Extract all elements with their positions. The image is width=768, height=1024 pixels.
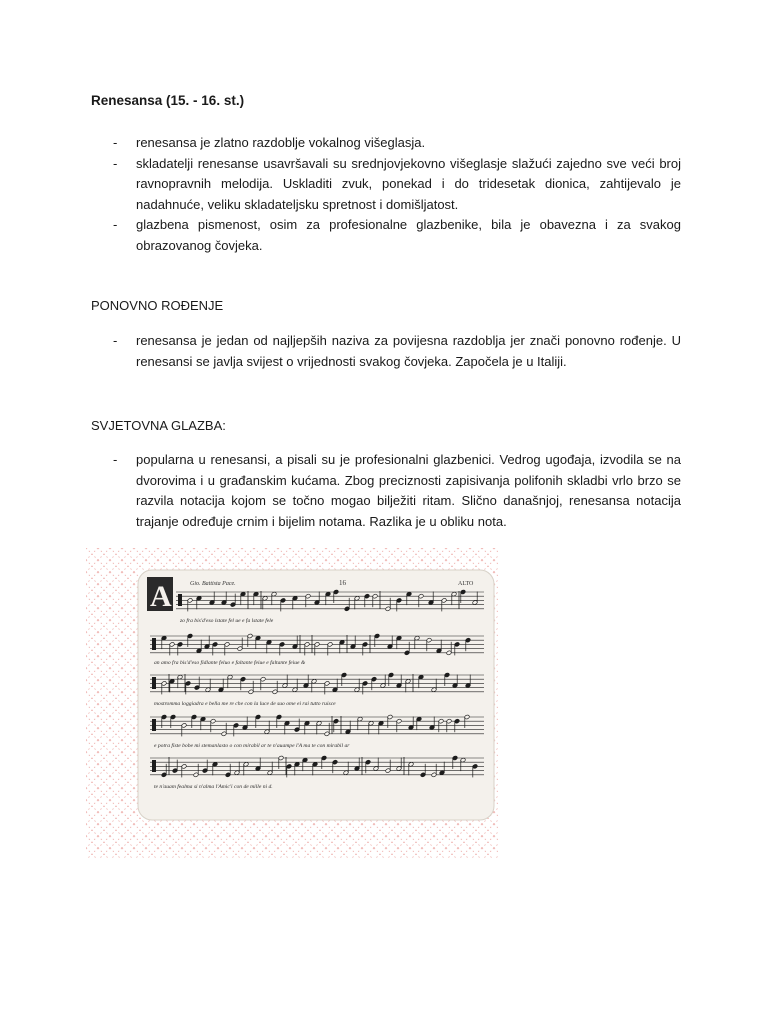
score-illustration (86, 548, 498, 858)
secular-list (91, 450, 681, 532)
score-lyric-line: an amo fra bis'd'eso fidlante feluo e faltante feiue e faltante feiue & (154, 660, 306, 666)
clef (152, 638, 156, 650)
list-item (91, 450, 681, 532)
clef (152, 677, 156, 689)
bullet-dash: - (113, 333, 118, 348)
list-item-text: renesansa je jedan od najljepših naziva za povijesna razdoblja jer znači ponovno rođenje. U renesansi se javlja svijest o vrijednosti svakog čovjeka. Započela je u Italiji. (136, 333, 681, 369)
bullet-dash: - (113, 452, 118, 467)
list-item (91, 154, 681, 216)
renaissance-score-image (86, 548, 498, 858)
bullet-dash: - (113, 217, 118, 232)
score-lyric-line: mostromma loggiadra e bella me re che con la luce de suo ome ei rai tutto ruisce (154, 701, 336, 707)
section-title-secular: SVJETOVNA GLAZBA: (91, 418, 226, 433)
bullet-dash: - (113, 155, 118, 171)
clef (152, 760, 156, 772)
rebirth-list (91, 331, 681, 372)
score-page-number: 16 (339, 579, 346, 587)
section-title-rebirth: PONOVNO ROĐENJE (91, 298, 224, 313)
score-composer: Gio. Battista Pace. (190, 581, 236, 587)
score-voice-label: ALTO (458, 581, 474, 587)
list-item (91, 215, 681, 256)
list-item-text: glazbena pismenost, osim za profesionalne glazbenike, bila je obavezna i za svakog obrazovanog čovjeka. (136, 217, 681, 253)
score-lyric-line: e potra fiste bobe mi stemanlasto o con mirabil ar te n'auampe l'A ma te con mirabil ar (154, 743, 350, 749)
decorated-initial-letter: A (150, 580, 172, 613)
intro-list (91, 133, 681, 256)
clef (178, 594, 182, 606)
list-item (91, 331, 681, 372)
list-item-text: renesansa je zlatno razdoblje vokalnog višeglasja. (136, 135, 426, 150)
bullet-dash: - (113, 135, 118, 150)
clef (152, 719, 156, 731)
list-item-text: popularna u renesansi, a pisali su je profesionalni glazbenici. Vedrog ugođaja, izvodila se na dvorovima i u građanskim kućama. Zbog preciznosti zapisivanja polifonih skladbi vrlo brzo se razvila notacija kojom se točno mogao bilježiti ritam. Slično današnjoj, renesansa notacija trajanje određuje crnim i bijelim notama. Razlika je u obliku nota. (136, 452, 681, 529)
score-lyric-line: te n'auam fealma si n'alma l'Amic'i con de mille ni d. (154, 784, 273, 790)
list-item-text: skladatelji renesanse usavršavali su srednjovjekovno višeglasje slažući zajedno sve veći broj ravnopravnih melodija. Uskladiti zvuk, ponekad i do tridesetak dionica, zahtijevalo je nadahnuće, veliku skladateljsku spretnost i domišljatost. (136, 155, 681, 212)
score-paper (138, 570, 494, 820)
page-heading: Renesansa (15. - 16. st.) (91, 93, 245, 108)
score-lyric-line: zo fra bis'd'eso lstate fel ue e fa lstate fele (180, 618, 274, 624)
list-item (91, 133, 681, 154)
